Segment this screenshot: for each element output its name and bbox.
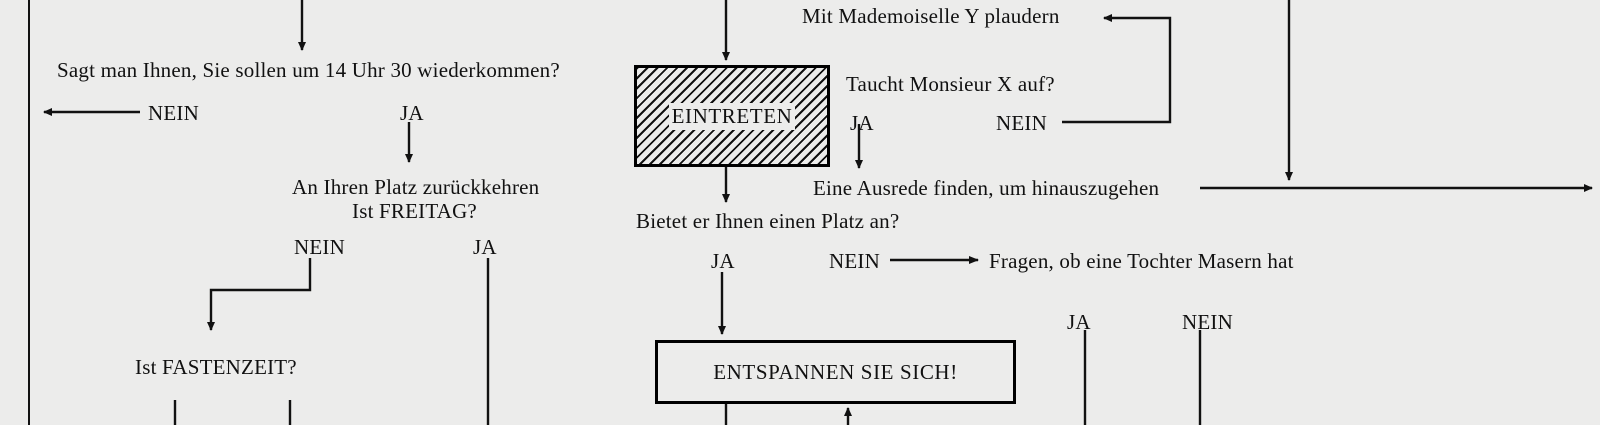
action-ask-measles: Fragen, ob eine Tochter Masern hat xyxy=(989,249,1294,273)
action-find-excuse: Eine Ausrede finden, um hinauszugehen xyxy=(813,176,1160,200)
node-box-relax xyxy=(655,340,1016,404)
branch-label-nein-seat: NEIN xyxy=(829,249,880,273)
branch-label-nein-1430: NEIN xyxy=(148,101,199,125)
branch-label-ja-monsieur-x: JA xyxy=(850,111,874,135)
branch-label-ja-seat: JA xyxy=(711,249,735,273)
branch-label-ja-friday: JA xyxy=(473,235,497,259)
node-box-eintreten xyxy=(634,65,830,167)
question-come-back-1430: Sagt man Ihnen, Sie sollen um 14 Uhr 30 wiederkommen? xyxy=(57,58,560,82)
branch-label-nein-measles: NEIN xyxy=(1182,310,1233,334)
question-monsieur-x-appears: Taucht Monsieur X auf? xyxy=(846,72,1055,96)
question-is-lent: Ist FASTENZEIT? xyxy=(135,355,297,379)
node-box-eintreten-label: EINTRETEN xyxy=(669,103,796,130)
action-chat-mademoiselle-y: Mit Mademoiselle Y plaudern xyxy=(802,4,1060,28)
branch-label-nein-friday: NEIN xyxy=(294,235,345,259)
branch-label-ja-1430: JA xyxy=(400,101,424,125)
action-return-to-seat: An Ihren Platz zurückkehren xyxy=(292,175,540,199)
page-frame-line xyxy=(28,0,30,425)
node-box-relax-label: ENTSPANNEN SIE SICH! xyxy=(713,359,958,384)
question-offers-seat: Bietet er Ihnen einen Platz an? xyxy=(636,209,900,233)
branch-label-ja-measles: JA xyxy=(1067,310,1091,334)
question-is-friday: Ist FREITAG? xyxy=(352,199,477,223)
branch-label-nein-monsieur-x: NEIN xyxy=(996,111,1047,135)
